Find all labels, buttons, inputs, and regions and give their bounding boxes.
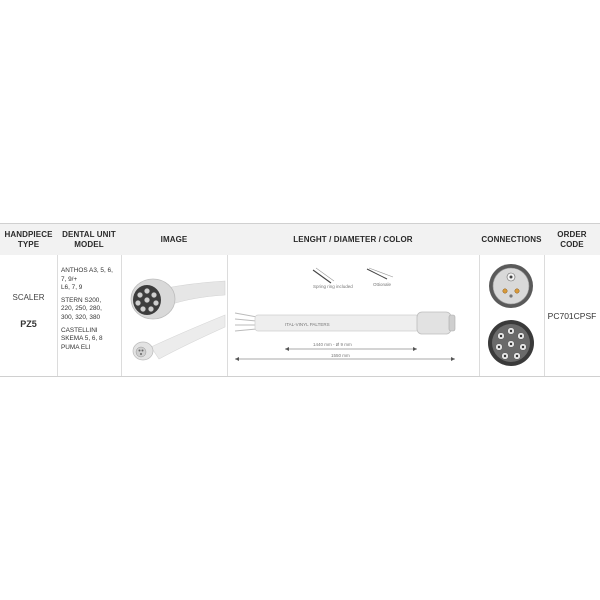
dental-unit-line: L6, 7, 9 [61,284,83,292]
dental-unit-group-stern [61,297,119,323]
column-divider [57,255,58,376]
header-handpiece-type-line2: TYPE [17,239,40,249]
dental-unit-line: ANTHOS A3, 5, 6, [61,267,113,274]
header-image-label: IMAGE [160,234,188,244]
dental-unit-line: 220, 250, 280, [61,305,102,313]
dental-unit-line: STERN S200, [61,296,102,304]
dental-unit-group-castellini [61,327,119,353]
product-image [121,255,227,376]
dental-unit-group-anthos [61,267,119,293]
dimension-outer-label: 1550 mm [331,353,350,358]
hose-connector-illustration [121,255,227,376]
length-diagram [227,255,479,376]
header-dental-unit-model [57,224,121,255]
label-spring-ring: Spring ring included [313,284,353,289]
dental-unit-line: CASTELLINI [61,326,98,334]
handpiece-model-cell: PZ5 [20,319,37,329]
connector-faces-illustration [479,255,544,376]
table-row [0,255,600,376]
dental-unit-line: 300, 320, 380 [61,313,101,321]
header-handpiece-type [0,224,57,255]
header-handpiece-type-line1: HANDPIECE [4,229,53,239]
dental-unit-models-cell [61,267,119,356]
header-length-diameter-color [227,224,479,255]
header-image [121,224,227,255]
dental-unit-line: PUMA ELI [61,343,91,351]
header-length-label: LENGHT / DIAMETER / COLOR [293,234,413,244]
hose-print-text: ITAL-VINYL PALTERS [285,322,330,327]
product-table [0,223,600,377]
table-header-row [0,224,600,256]
header-dental-unit-line1: DENTAL UNIT [62,229,116,239]
handpiece-type-cell: SCALER [12,293,45,302]
label-optional: Ottionale [373,282,392,287]
header-connections [479,224,544,255]
header-dental-unit-line2: MODEL [74,239,104,249]
header-connections-label: CONNECTIONS [481,234,542,244]
header-order-code-line1: ORDER [557,229,587,239]
hose-dimension-diagram [227,255,479,376]
dimension-inner-label: 1440 mm - Ø 9 mm [313,342,352,347]
header-order-code [544,224,600,255]
header-order-code-line2: CODE [560,239,584,249]
order-code-cell: PC701CPSF [547,311,597,321]
dental-unit-line: 7, 9/+ [61,275,78,283]
connections-image [479,255,544,376]
dental-unit-line: SKEMA 5, 6, 8 [61,335,103,343]
